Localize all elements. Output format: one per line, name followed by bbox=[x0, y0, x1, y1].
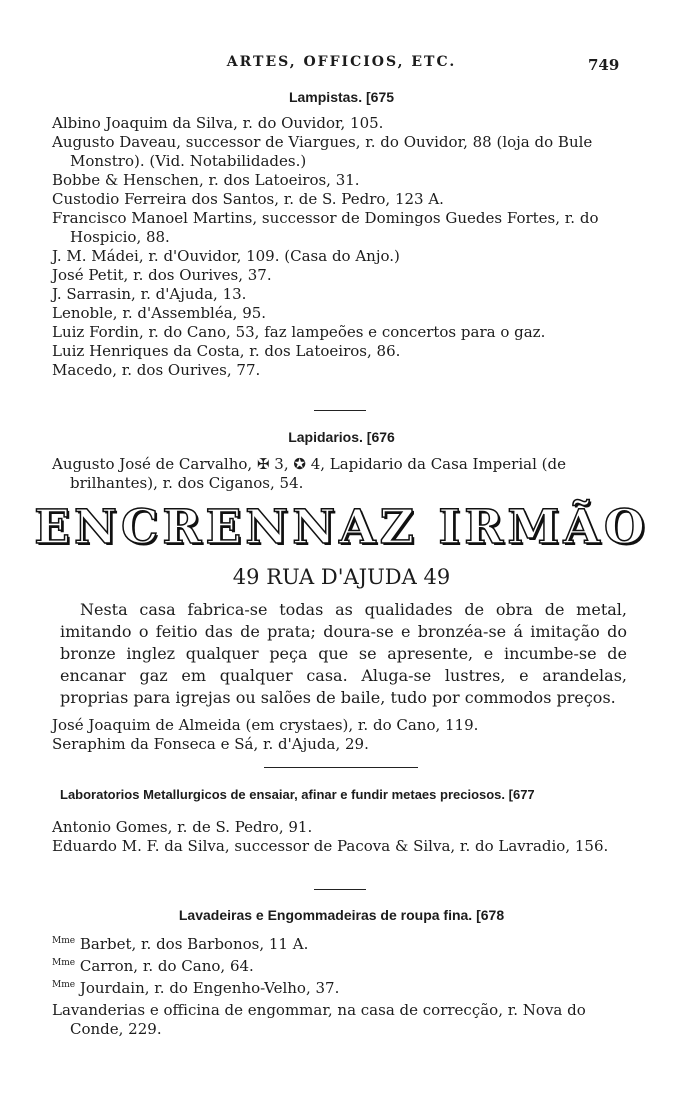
title-abbrev: Mme bbox=[52, 958, 76, 968]
list-item: Antonio Gomes, r. de S. Pedro, 91. bbox=[52, 818, 313, 836]
advert-address: 49 RUA D'AJUDA 49 bbox=[232, 565, 451, 589]
list-item: Augusto José de Carvalho, ✠ 3, ✪ 4, Lapidario da Casa Imperial (de brilhantes), r. dos Ciganos, 54. bbox=[52, 455, 566, 492]
title-abbrev: Mme bbox=[52, 936, 76, 946]
list-item: Francisco Manoel Martins, successor de Domingos Guedes Fortes, r. do Hospicio, 88. bbox=[52, 209, 599, 246]
entry-text: Carron, r. do Cano, 64. bbox=[75, 957, 254, 975]
list-item: Macedo, r. dos Ourives, 77. bbox=[52, 361, 261, 379]
list-item bbox=[52, 976, 627, 998]
advert-body: Nesta casa fabrica-se todas as qualidades de obra de metal, imitando o feitio das de prata; doura-se e bronzéa-se á imitação do bronze inglez qualquer peça que se apresente, e incumbe-se de encanar gaz em qualquer casa. Aluga-se lustres, e arandelas, proprias para igrejas ou salões de baile, tudo por commodos preços. bbox=[60, 600, 627, 707]
section-heading-laboratorios: Laboratorios Metallurgicos de ensaiar, afinar e fundir metaes preciosos. [677 bbox=[60, 787, 535, 802]
lapidarios-list bbox=[52, 455, 627, 493]
list-item: Luiz Henriques da Costa, r. dos Latoeiros, 86. bbox=[52, 342, 401, 360]
section-divider bbox=[314, 410, 366, 411]
list-item: Albino Joaquim da Silva, r. do Ouvidor, 105. bbox=[52, 114, 384, 132]
list-item: José Petit, r. dos Ourives, 37. bbox=[52, 266, 272, 284]
section-heading-lampistas: Lampistas. [675 bbox=[288, 89, 395, 105]
list-item: J. Sarrasin, r. d'Ajuda, 13. bbox=[52, 285, 247, 303]
list-item: José Joaquim de Almeida (em crystaes), r. do Cano, 119. bbox=[52, 716, 479, 734]
entry-text: Jourdain, r. do Engenho-Velho, 37. bbox=[75, 979, 340, 997]
advert-title: ENCRENNAZ IRMÃO bbox=[34, 500, 649, 555]
lampistas-list bbox=[52, 114, 627, 380]
list-item bbox=[52, 954, 627, 976]
lapidarios-more-list bbox=[52, 716, 627, 754]
page-number: 749 bbox=[588, 56, 620, 74]
list-item: Seraphim da Fonseca e Sá, r. d'Ajuda, 29. bbox=[52, 735, 369, 753]
section-heading-lavadeiras: Lavadeiras e Engommadeiras de roupa fina. [678 bbox=[178, 907, 505, 923]
list-item bbox=[52, 998, 627, 1039]
list-item bbox=[52, 932, 627, 954]
section-divider bbox=[264, 767, 418, 768]
entry-text: Barbet, r. dos Barbonos, 11 A. bbox=[75, 935, 309, 953]
list-item: Bobbe & Henschen, r. dos Latoeiros, 31. bbox=[52, 171, 360, 189]
section-divider bbox=[314, 889, 366, 890]
title-abbrev: Mme bbox=[52, 980, 76, 990]
list-item: Lenoble, r. d'Assembléa, 95. bbox=[52, 304, 267, 322]
list-item: J. M. Mádei, r. d'Ouvidor, 109. (Casa do Anjo.) bbox=[52, 247, 400, 265]
section-heading-lapidarios: Lapidarios. [676 bbox=[288, 429, 395, 445]
list-item: Augusto Daveau, successor de Viargues, r. do Ouvidor, 88 (loja do Bule Monstro). (Vid. Notabilidades.) bbox=[52, 133, 593, 170]
list-item: Custodio Ferreira dos Santos, r. de S. Pedro, 123 A. bbox=[52, 190, 444, 208]
entry-text: Lavanderias e officina de engommar, na casa de correcção, r. Nova do Conde, 229. bbox=[52, 1001, 586, 1038]
list-item: Eduardo M. F. da Silva, successor de Pacova & Silva, r. do Lavradio, 156. bbox=[52, 837, 609, 855]
lavadeiras-list bbox=[52, 932, 627, 1039]
laboratorios-list bbox=[52, 818, 627, 856]
list-item: Luiz Fordin, r. do Cano, 53, faz lampeões e concertos para o gaz. bbox=[52, 323, 546, 341]
page-header-title: ARTES, OFFICIOS, ETC. bbox=[226, 54, 457, 70]
